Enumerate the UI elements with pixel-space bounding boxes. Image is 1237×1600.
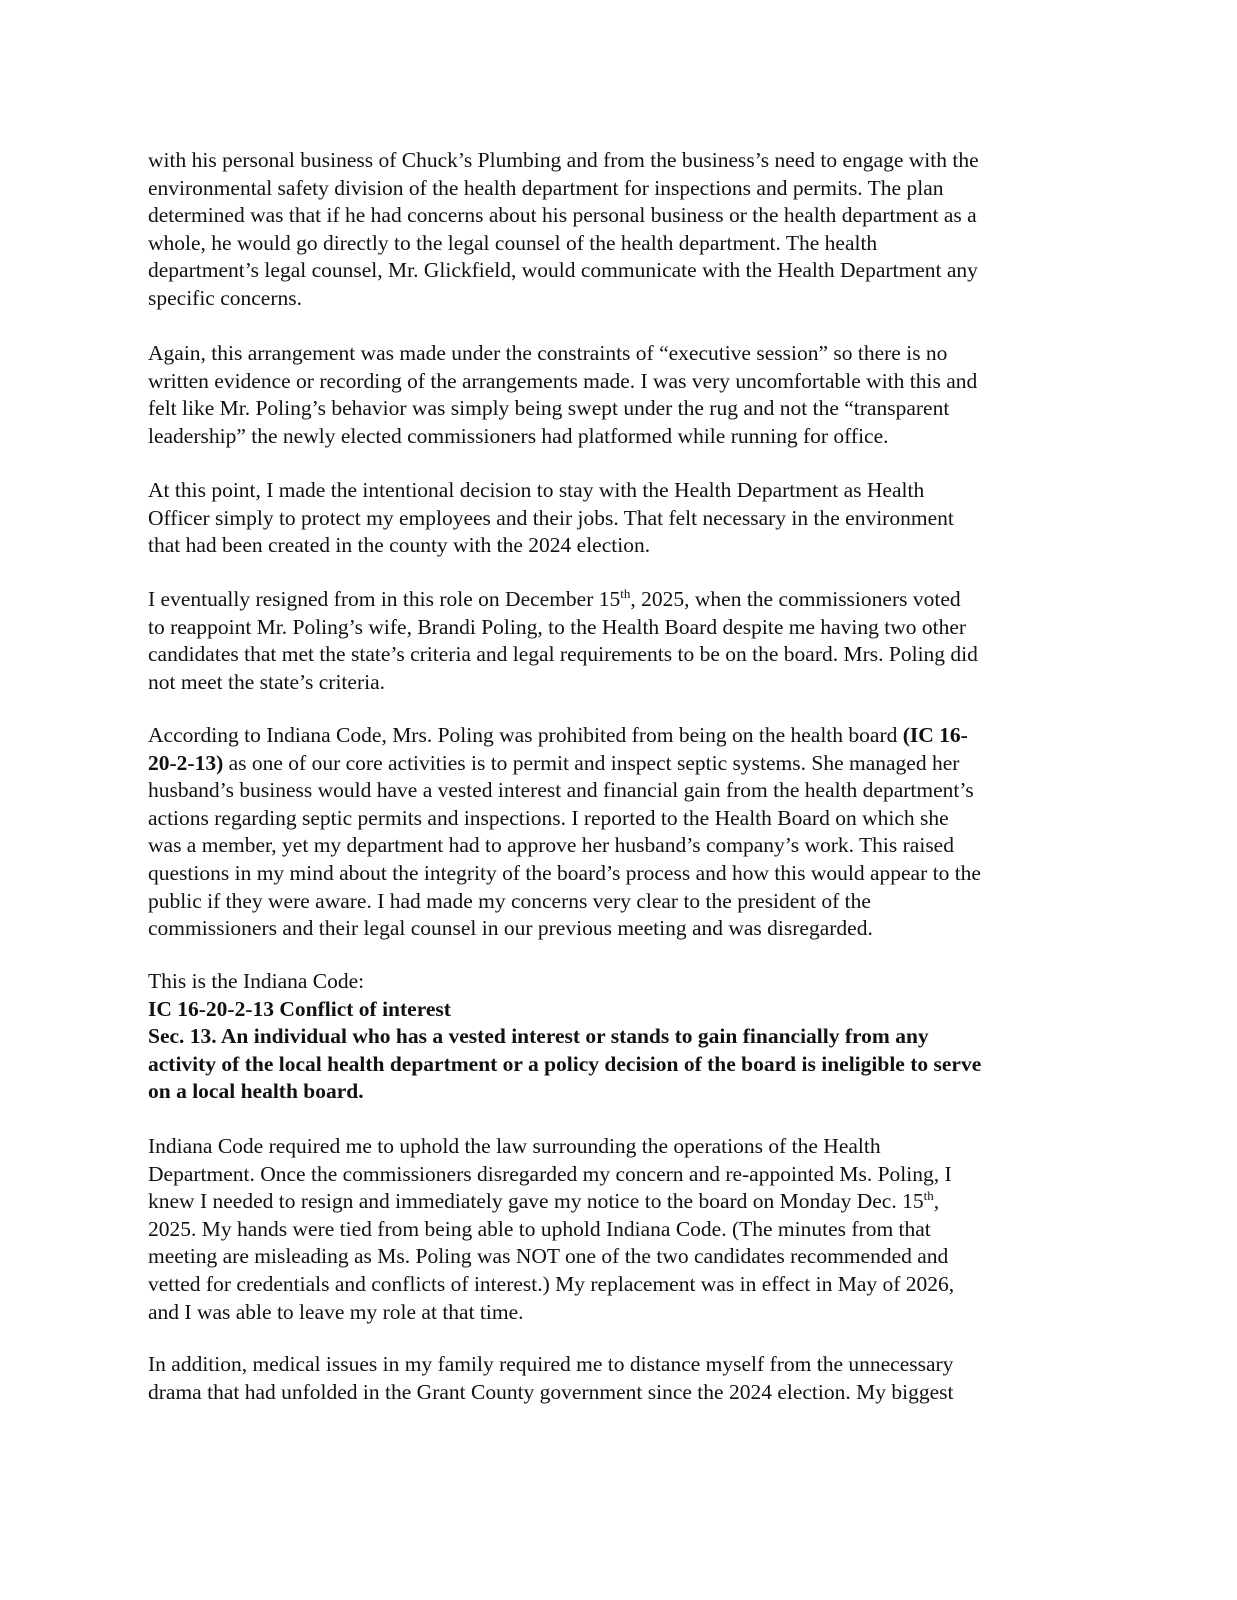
superscript: th — [923, 1188, 934, 1204]
text-line: not meet the state’s criteria. — [148, 669, 386, 694]
code-quote — [148, 968, 1078, 1106]
text-line — [148, 586, 1078, 614]
text-line: actions regarding septic permits and inspections. I reported to the Health Board on which she — [148, 805, 949, 830]
code-text-line: activity of the local health department or a policy decision of the board is ineligible to serve — [148, 1051, 982, 1076]
text-line: Again, this arrangement was made under the constraints of “executive session” so there is no — [148, 341, 948, 365]
text-line: candidates that met the state’s criteria and legal requirements to be on the board. Mrs. Poling did — [148, 642, 978, 667]
paragraph-1 — [148, 147, 1078, 313]
text-line: and I was able to leave my role at that time. — [148, 1299, 524, 1324]
text-run: , — [933, 1189, 940, 1214]
code-text-line: Sec. 13. An individual who has a vested interest or stands to gain financially from any — [148, 1024, 929, 1049]
text-line: Officer simply to protect my employees and their jobs. That felt necessary in the environment — [148, 505, 954, 530]
text-line: public if they were aware. I had made my concerns very clear to the president of the — [148, 888, 871, 913]
text-line: meeting are misleading as Ms. Poling was NOT one of the two candidates recommended and — [148, 1244, 949, 1269]
text-line: to reappoint Mr. Poling’s wife, Brandi Poling, to the Health Board despite me having two other — [148, 614, 967, 639]
paragraph-3 — [148, 477, 1078, 560]
text-line — [148, 722, 1078, 750]
text-line — [148, 750, 1078, 778]
paragraph-2 — [148, 340, 1078, 450]
text-run: According to Indiana Code, Mrs. Poling was prohibited from being on the health board — [148, 723, 903, 747]
text-run: , 2025, when the commissioners voted — [630, 587, 961, 611]
text-line: with his personal business of Chuck’s Plumbing and from the business’s need to engage with the — [148, 148, 979, 172]
paragraph-7 — [148, 1133, 1078, 1326]
code-citation: 20-2-13) — [148, 750, 224, 775]
text-line: environmental safety division of the health department for inspections and permits. The plan — [148, 175, 944, 200]
text-line — [148, 1188, 1078, 1216]
superscript: th — [620, 585, 631, 601]
text-line: drama that had unfolded in the Grant County government since the 2024 election. My biggest — [148, 1379, 954, 1404]
text-line: Indiana Code required me to uphold the law surrounding the operations of the Health — [148, 1134, 881, 1158]
paragraph-4 — [148, 586, 1078, 696]
text-line: leadership” the newly elected commissioners had platformed while running for office. — [148, 423, 889, 448]
code-text-line: on a local health board. — [148, 1079, 364, 1104]
text-line: department’s legal counsel, Mr. Glickfield, would communicate with the Health Department any — [148, 258, 978, 283]
text-run: as one of our core activities is to permit and inspect septic systems. She managed her — [223, 750, 960, 775]
text-line: This is the Indiana Code: — [148, 969, 365, 993]
text-line: determined was that if he had concerns about his personal business or the health department as a — [148, 203, 977, 228]
text-line: In addition, medical issues in my family required me to distance myself from the unnecessary — [148, 1352, 954, 1376]
text-line: was a member, yet my department had to approve her husband’s company’s work. This raised — [148, 833, 954, 858]
text-run: knew I needed to resign and immediately gave my notice to the board on Monday Dec. 15 — [148, 1189, 924, 1214]
text-line: vetted for credentials and conflicts of interest.) My replacement was in effect in May of 2026, — [148, 1271, 955, 1296]
code-heading: IC 16-20-2-13 Conflict of interest — [148, 996, 451, 1021]
text-line: written evidence or recording of the arrangements made. I was very uncomfortable with this and — [148, 368, 978, 393]
text-line: husband’s business would have a vested interest and financial gain from the health department’s — [148, 778, 974, 803]
text-line: whole, he would go directly to the legal counsel of the health department. The health — [148, 230, 878, 255]
text-line: that had been created in the county with the 2024 election. — [148, 533, 651, 558]
text-line: Department. Once the commissioners disregarded my concern and re-appointed Ms. Poling, I — [148, 1161, 952, 1186]
text-line: At this point, I made the intentional decision to stay with the Health Department as Health — [148, 478, 925, 502]
text-line: questions in my mind about the integrity of the board’s process and how this would appear to the — [148, 860, 981, 885]
code-citation: (IC 16- — [902, 723, 968, 747]
text-line: specific concerns. — [148, 285, 303, 310]
text-line: 2025. My hands were tied from being able to uphold Indiana Code. (The minutes from that — [148, 1216, 931, 1241]
text-line: commissioners and their legal counsel in our previous meeting and was disregarded. — [148, 916, 873, 941]
text-run: I eventually resigned from in this role on December 15 — [148, 587, 621, 611]
text-line: felt like Mr. Poling’s behavior was simply being swept under the rug and not the “transparent — [148, 396, 950, 421]
paragraph-5 — [148, 722, 1078, 943]
paragraph-8 — [148, 1351, 1078, 1406]
